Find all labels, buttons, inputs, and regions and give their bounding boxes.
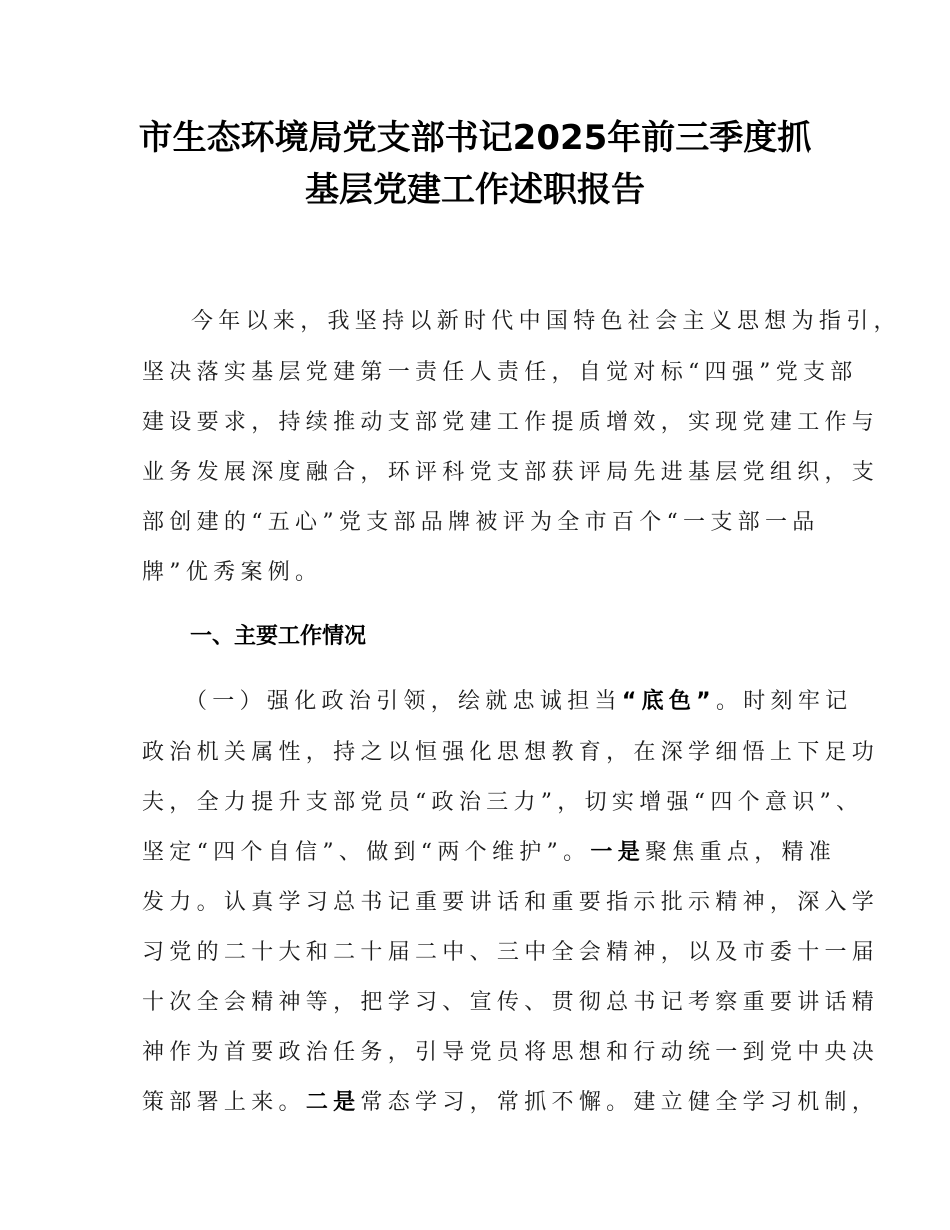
document-title-line-1: 市生态环境局党支部书记2025年前三季度抓 xyxy=(138,118,812,158)
bold-emphasis: 二是 xyxy=(305,1090,361,1115)
intro-paragraph-line: 坚决落实基层党建第一责任人责任，自觉对标“四强”党支部 xyxy=(142,360,858,385)
paragraph-text: 坚定“四个自信”、做到“两个维护”。 xyxy=(142,840,591,865)
subsection-paragraph-line: 神作为首要政治任务，引导党员将思想和行动统一到党中央决 xyxy=(142,1040,880,1065)
subsection-title-text: （一）强化政治引领，绘就忠诚担当 xyxy=(185,689,622,714)
paragraph-text: 聚焦重点，精准 xyxy=(645,840,837,865)
intro-paragraph-line: 建设要求，持续推动支部党建工作提质增效，实现党建工作与 xyxy=(142,410,880,435)
paragraph-text: 策部署上来。 xyxy=(142,1090,306,1115)
subsection-paragraph-line: 夫，全力提升支部党员“政治三力”，切实增强“四个意识”、 xyxy=(142,790,864,815)
subsection-paragraph-line xyxy=(142,838,836,868)
subsection-paragraph-line: 政治机关属性，持之以恒强化思想教育，在深学细悟上下足功 xyxy=(142,740,880,765)
paragraph-text: 。时刻牢记 xyxy=(715,689,853,714)
bold-emphasis: “底色” xyxy=(621,689,716,714)
subsection-paragraph-line: 十次全会精神等，把学习、宣传、贯彻总书记考察重要讲话精 xyxy=(142,990,880,1015)
bold-emphasis: 一是 xyxy=(590,840,645,865)
subsection-paragraph-line xyxy=(142,1088,879,1118)
intro-paragraph-line: 业务发展深度融合，环评科党支部获评局先进基层党组织，支 xyxy=(142,460,880,485)
subsection-paragraph-line: 习党的二十大和二十届二中、三中全会精神，以及市委十一届 xyxy=(142,940,880,965)
intro-paragraph-line: 部创建的“五心”党支部品牌被评为全市百个“一支部一品 xyxy=(142,510,820,535)
section-heading: 一、主要工作情况 xyxy=(190,624,367,649)
intro-paragraph-line: 牌”优秀案例。 xyxy=(142,560,323,585)
subsection-paragraph-line xyxy=(185,687,852,717)
paragraph-text: 常态学习，常抓不懈。建立健全学习机制， xyxy=(360,1090,880,1115)
subsection-paragraph-line: 发力。认真学习总书记重要讲话和重要指示批示精神，深入学 xyxy=(142,890,880,915)
document-title-line-2: 基层党建工作述职报告 xyxy=(305,170,645,210)
intro-paragraph-line: 今年以来，我坚持以新时代中国特色社会主义思想为指引， xyxy=(191,309,901,334)
